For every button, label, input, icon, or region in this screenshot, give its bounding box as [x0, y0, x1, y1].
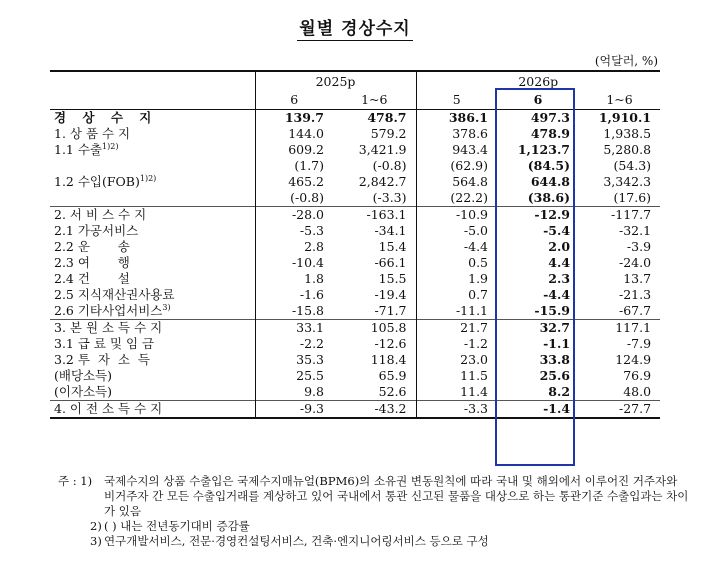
cell-value: 48.0 — [623, 384, 652, 399]
row-label: 1.1 수출$^{1)2)}$ — [54, 142, 119, 157]
cell-value: -117.7 — [579, 207, 660, 224]
cell-value: 118.4 — [370, 352, 407, 367]
year-2026-header: 2026p — [416, 71, 660, 91]
cell-value: (62.9) — [416, 158, 497, 174]
cell-value: 564.8 — [416, 174, 497, 190]
cell-value: 33.1 — [255, 320, 333, 337]
cell-value: 478.7 — [333, 110, 416, 127]
col-header: 5 — [416, 91, 497, 110]
cell-value: 13.7 — [623, 271, 652, 286]
cell-value: 33.8 — [539, 352, 571, 367]
cell-value: -7.9 — [626, 336, 652, 351]
cell-value: (22.2) — [416, 190, 497, 207]
cell-value: -19.4 — [374, 287, 407, 302]
cell-value: (-0.8) — [255, 190, 333, 207]
row-label: 2.3 여 행 — [54, 255, 130, 270]
cell-value: (84.5) — [527, 158, 571, 173]
cell-value: -67.7 — [618, 303, 652, 318]
row-label: 2.1 가공서비스 — [54, 223, 139, 238]
cell-value: 943.4 — [416, 142, 497, 158]
cell-value: (54.3) — [613, 158, 652, 173]
cell-value: -3.9 — [626, 239, 652, 254]
cell-value: 0.5 — [416, 255, 497, 271]
highlight-box-2026-6 — [495, 88, 575, 466]
cell-value: (1.7) — [255, 158, 333, 174]
cell-value: -4.4 — [543, 287, 571, 302]
row-label: 1.2 수입(FOB)$^{1)2)}$ — [54, 174, 157, 189]
cell-value: -2.2 — [255, 336, 333, 352]
row-label: 3.1 급 료 및 임 금 — [54, 336, 155, 351]
cell-value: -1.6 — [255, 287, 333, 303]
row-label — [50, 158, 255, 174]
cell-value: 144.0 — [255, 126, 333, 142]
row-label: (이자소득) — [54, 384, 113, 399]
row-label: (배당소득) — [54, 368, 113, 383]
cell-value: 3,342.3 — [603, 174, 652, 189]
cell-value: 32.7 — [497, 320, 579, 337]
cell-value: 1.8 — [255, 271, 333, 287]
col-header: 1~6 — [579, 91, 660, 110]
cell-value: 378.6 — [416, 126, 497, 142]
cell-value: 465.2 — [255, 174, 333, 190]
cell-value: -163.1 — [333, 207, 416, 224]
footnote-1: 주 : 1) 국제수지의 상품 수출입은 국제수지매뉴얼(BPM6)의 소유권 변동원칙에 따라 국내 및 해외에서 이루어진 거주자와 비거주자 간 모든 수출입거래를 계상하고 있어 국내에서 통관 신고된 물품을 대상으로 하는 통관기준 수출입과는 차이가 있음 — [58, 474, 689, 518]
cell-value: -12.9 — [497, 207, 579, 224]
cell-value: 105.8 — [333, 320, 416, 337]
cell-value: -9.3 — [255, 401, 333, 419]
cell-value: (-3.3) — [372, 190, 407, 205]
cell-value: -1.2 — [416, 336, 497, 352]
cell-value: 0.7 — [416, 287, 497, 303]
cell-value: 15.5 — [378, 271, 407, 286]
row-label: 2.2 운 송 — [54, 239, 130, 254]
col-header: 6 — [255, 91, 333, 110]
cell-value: -1.4 — [497, 401, 579, 419]
cell-value: -71.7 — [374, 303, 407, 318]
cell-value: 52.6 — [378, 384, 407, 399]
cell-value: 11.4 — [416, 384, 497, 401]
cell-value: (38.6) — [527, 190, 571, 205]
cell-value: -4.4 — [416, 239, 497, 255]
row-label: 1. 상 품 수 지 — [54, 126, 131, 141]
cell-value: 76.9 — [623, 368, 652, 383]
cell-value: 8.2 — [548, 384, 571, 399]
unit-label: (억달러, %) — [594, 54, 658, 68]
year-2025-header: 2025p — [255, 71, 416, 91]
cell-value: 124.9 — [615, 352, 652, 367]
cell-value: 2.0 — [548, 239, 571, 254]
row-label: 4. 이 전 소 득 수 지 — [50, 401, 255, 419]
row-label: 3. 본 원 소 득 수 지 — [50, 320, 255, 337]
cell-value: 1.9 — [416, 271, 497, 287]
cell-value: 579.2 — [370, 126, 407, 141]
footnotes — [60, 474, 690, 549]
cell-value: -5.0 — [416, 223, 497, 239]
cell-value: 2.8 — [255, 239, 333, 255]
cell-value: 497.3 — [497, 110, 579, 127]
cell-value: 4.4 — [548, 255, 571, 270]
row-label: 2.6 기타사업서비스$^{3)}$ — [54, 303, 171, 318]
row-label: 2.5 지식재산권사용료 — [54, 287, 175, 302]
cell-value: 1,938.5 — [603, 126, 652, 141]
cell-value: 1,910.1 — [579, 110, 660, 127]
cell-value: 139.7 — [255, 110, 333, 127]
cell-value: -21.3 — [618, 287, 652, 302]
cell-value: -43.2 — [333, 401, 416, 419]
cell-value: (17.6) — [613, 190, 652, 205]
cell-value: 3,421.9 — [358, 142, 407, 157]
cell-value: 11.5 — [416, 368, 497, 384]
cell-value: -12.6 — [374, 336, 407, 351]
cell-value: 25.6 — [539, 368, 571, 383]
cell-value: 9.8 — [255, 384, 333, 401]
row-label: 2.4 건 설 — [54, 271, 130, 286]
page-title: 월별 경상수지 — [299, 19, 411, 39]
cell-value: -5.4 — [543, 223, 571, 238]
cell-value: -27.7 — [579, 401, 660, 419]
cell-value: -11.1 — [416, 303, 497, 320]
cell-value: (-0.8) — [372, 158, 407, 173]
footnote-3: 3) 연구개발서비스, 전문·경영컨설팅서비스, 건축·엔지니어링서비스 등으로 구성 — [90, 534, 489, 548]
cell-value: -28.0 — [255, 207, 333, 224]
col-header: 6 — [497, 91, 579, 110]
row-label: 경 상 수 지 — [50, 110, 255, 127]
row-label — [50, 190, 255, 207]
cell-value: 65.9 — [378, 368, 407, 383]
cell-value: 1,123.7 — [517, 142, 571, 157]
cell-value: -5.3 — [255, 223, 333, 239]
cell-value: -10.9 — [416, 207, 497, 224]
cell-value: -66.1 — [374, 255, 407, 270]
cell-value: 117.1 — [579, 320, 660, 337]
cell-value: -15.8 — [255, 303, 333, 320]
col-header: 1~6 — [333, 91, 416, 110]
cell-value: -1.1 — [543, 336, 571, 351]
cell-value: 25.5 — [255, 368, 333, 384]
cell-value: 35.3 — [255, 352, 333, 368]
cell-value: 23.0 — [416, 352, 497, 368]
cell-value: 609.2 — [255, 142, 333, 158]
cell-value: -24.0 — [618, 255, 652, 270]
cell-value: 21.7 — [416, 320, 497, 337]
cell-value: -34.1 — [374, 223, 407, 238]
cell-value: 5,280.8 — [603, 142, 652, 157]
cell-value: 478.9 — [530, 126, 571, 141]
cell-value: 15.4 — [378, 239, 407, 254]
cell-value: -32.1 — [618, 223, 652, 238]
cell-value: -15.9 — [534, 303, 571, 318]
row-label: 3.2 투 자 소 득 — [54, 352, 150, 367]
cell-value: 2.3 — [548, 271, 571, 286]
cell-value: -3.3 — [416, 401, 497, 419]
row-label: 2. 서 비 스 수 지 — [50, 207, 255, 224]
cell-value: 644.8 — [530, 174, 571, 189]
cell-value: 386.1 — [416, 110, 497, 127]
cell-value: 2,842.7 — [358, 174, 407, 189]
footnote-2: 2) ( ) 내는 전년동기대비 증감률 — [90, 519, 250, 533]
cell-value: -10.4 — [255, 255, 333, 271]
